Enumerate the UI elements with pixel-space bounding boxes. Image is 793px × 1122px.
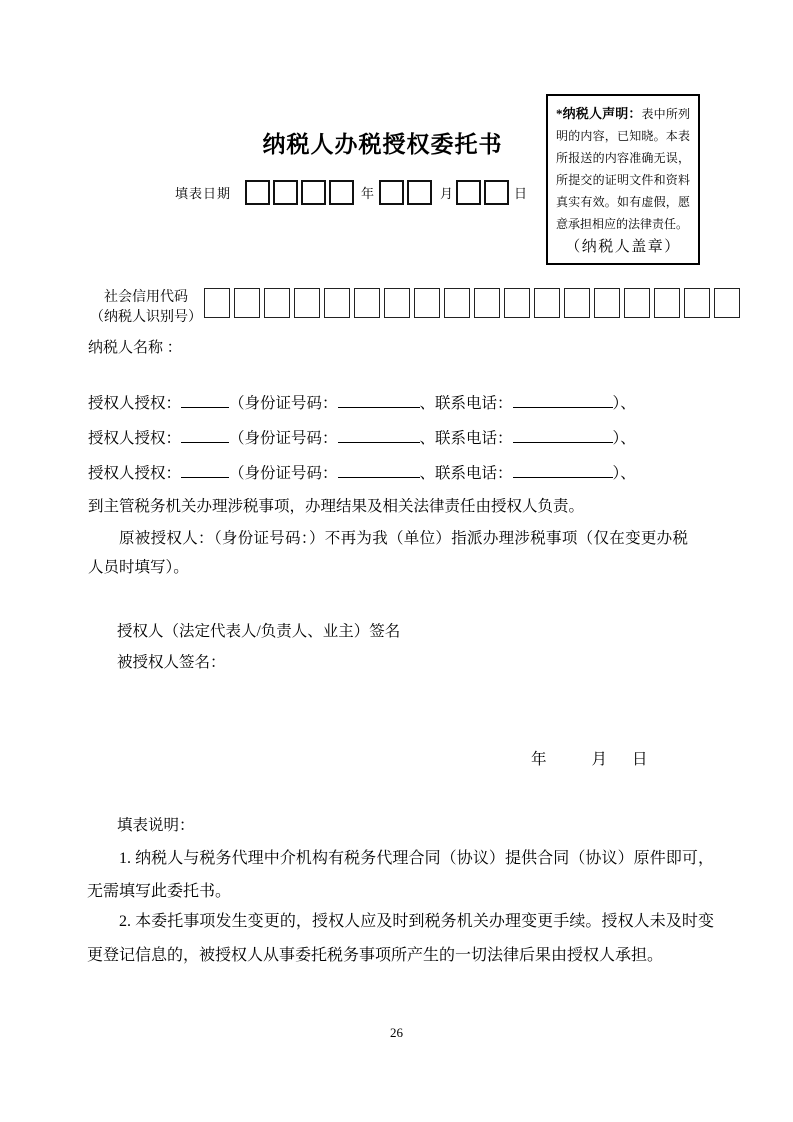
authorization-line [88, 421, 636, 456]
page-number: 26 [390, 1025, 403, 1040]
fill-date-label: 填表日期 [175, 186, 232, 201]
phone-blank[interactable] [513, 442, 613, 443]
authorized-name-blank[interactable] [181, 407, 229, 408]
declaration-body: 表中所列明的内容，已知晓。本表所报送的内容准确无误，所提交的证明文件和资料真实有效。如有虚假，愿意承担相应的法律责任。 [556, 107, 690, 231]
day-digit-box[interactable] [456, 180, 481, 205]
credit-code-digit-box[interactable] [534, 288, 560, 318]
credit-code-boxes [204, 288, 740, 318]
credit-code-digit-box[interactable] [324, 288, 350, 318]
phone-label: 、联系电话： [419, 465, 513, 482]
authorization-lines [88, 386, 636, 491]
credit-code-label-line1: 社会信用代码 [104, 290, 188, 305]
principal-signature-label: 授权人（法定代表人/负责人、业主）签名 [117, 623, 401, 640]
credit-code-label [88, 288, 204, 328]
day-digit-box[interactable] [484, 180, 509, 205]
taxpayer-name-label: 纳税人名称 ： [88, 340, 182, 356]
id-number-label: （身份证号码： [229, 430, 338, 447]
former-agent-clause: 原被授权人：（身份证号码：）不再为我（单位）指派办理涉税事项（仅在变更办税人员时填写）。 [88, 530, 688, 576]
auth-prefix-label: 授权人授权： [88, 430, 182, 447]
declaration-lead: *纳税人声明： [556, 106, 642, 121]
id-number-blank[interactable] [338, 407, 420, 408]
authorization-line [88, 386, 636, 421]
credit-code-digit-box[interactable] [684, 288, 710, 318]
month-digit-box[interactable] [407, 180, 432, 205]
credit-code-digit-box[interactable] [474, 288, 500, 318]
credit-code-digit-box[interactable] [294, 288, 320, 318]
authorized-name-blank[interactable] [181, 477, 229, 478]
month-digit-box[interactable] [379, 180, 404, 205]
year-digit-box[interactable] [329, 180, 354, 205]
year-digit-box[interactable] [245, 180, 270, 205]
taxpayer-declaration-box [546, 94, 700, 265]
page-title: 纳税人办税授权委托书 [262, 132, 503, 157]
credit-code-digit-box[interactable] [564, 288, 590, 318]
phone-blank[interactable] [513, 407, 613, 408]
signature-day-label: 日 [632, 751, 648, 768]
instructions-heading: 填表说明： [117, 817, 195, 834]
credit-code-digit-box[interactable] [654, 288, 680, 318]
agent-signature-label: 被授权人签名： [117, 654, 226, 671]
auth-suffix-label: ）、 [612, 395, 636, 412]
credit-code-digit-box[interactable] [384, 288, 410, 318]
year-digit-box[interactable] [273, 180, 298, 205]
auth-suffix-label: ）、 [612, 430, 636, 447]
credit-code-digit-box[interactable] [204, 288, 230, 318]
id-number-blank[interactable] [338, 477, 420, 478]
signature-date-row [531, 747, 648, 769]
fill-date-row [175, 179, 527, 206]
credit-code-digit-box[interactable] [414, 288, 440, 318]
credit-code-digit-box[interactable] [354, 288, 380, 318]
month-label: 月 [440, 186, 454, 201]
instruction-item-1: 1. 纳税人与税务代理中介机构有税务代理合同（协议）提供合同（协议）原件即可，无需填写此委托书。 [87, 850, 714, 900]
auth-prefix-label: 授权人授权： [88, 465, 182, 482]
authorization-line [88, 456, 636, 491]
id-number-label: （身份证号码： [229, 465, 338, 482]
credit-code-digit-box[interactable] [504, 288, 530, 318]
signature-month-label: 月 [591, 751, 608, 768]
credit-code-digit-box[interactable] [594, 288, 620, 318]
year-label: 年 [361, 186, 375, 201]
responsibility-statement: 到主管税务机关办理涉税事项，办理结果及相关法律责任由授权人负责。 [88, 498, 585, 515]
id-number-label: （身份证号码： [229, 395, 338, 412]
year-digit-box[interactable] [301, 180, 326, 205]
taxpayer-stamp-label: （纳税人盖章） [565, 239, 681, 255]
auth-prefix-label: 授权人授权： [88, 395, 182, 412]
phone-label: 、联系电话： [419, 430, 513, 447]
credit-code-digit-box[interactable] [624, 288, 650, 318]
credit-code-digit-box[interactable] [714, 288, 740, 318]
phone-blank[interactable] [513, 477, 613, 478]
signature-year-label: 年 [531, 751, 547, 768]
credit-code-digit-box[interactable] [264, 288, 290, 318]
credit-code-label-line2: （纳税人识别号） [90, 310, 202, 325]
instruction-item-2: 2. 本委托事项发生变更的，授权人应及时到税务机关办理变更手续。授权人未及时变更登记信息的，被授权人从事委托税务事项所产生的一切法律后果由授权人承担。 [87, 913, 714, 964]
authorized-name-blank[interactable] [181, 442, 229, 443]
auth-suffix-label: ）、 [612, 465, 636, 482]
credit-code-digit-box[interactable] [444, 288, 470, 318]
day-label: 日 [514, 186, 528, 201]
id-number-blank[interactable] [338, 442, 420, 443]
credit-code-digit-box[interactable] [234, 288, 260, 318]
phone-label: 、联系电话： [419, 395, 513, 412]
